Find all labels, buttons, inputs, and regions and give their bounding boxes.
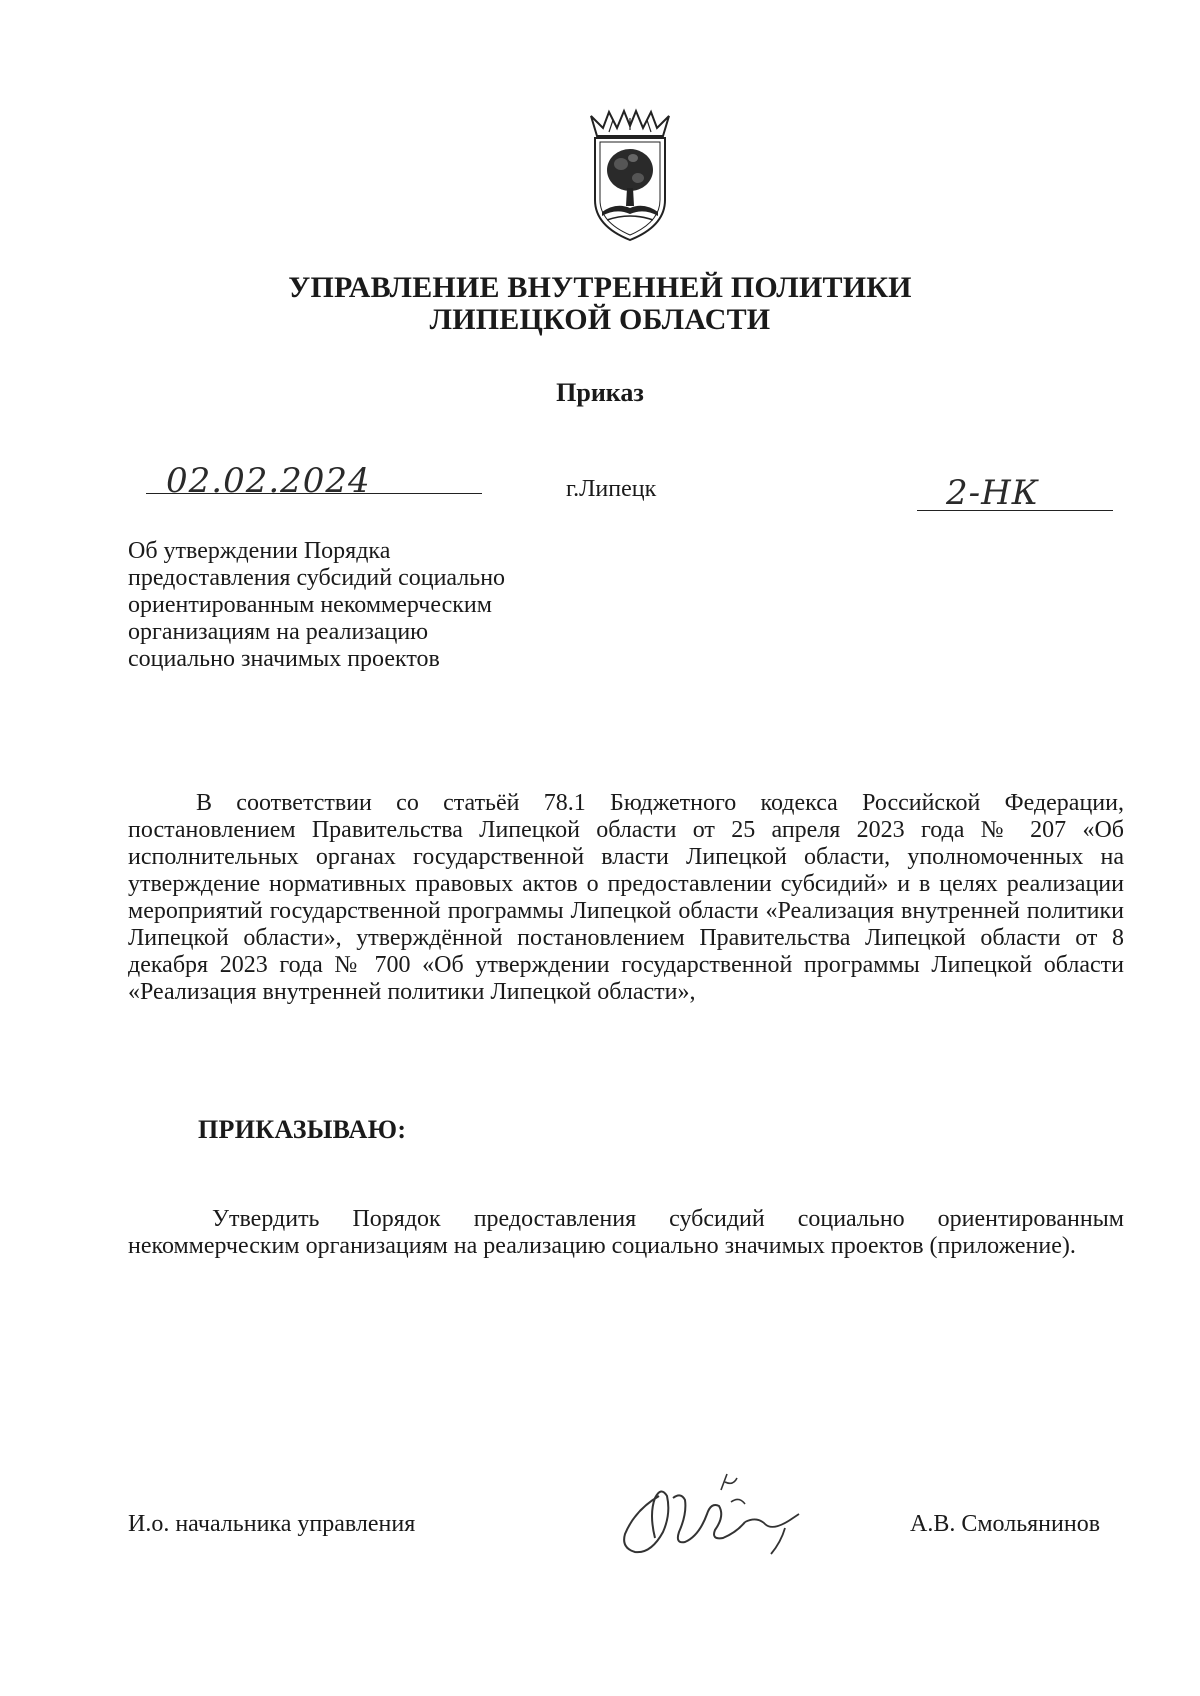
document-city: г.Липецк: [566, 476, 657, 502]
document-number: 2-НК: [946, 473, 1040, 513]
signer-name: А.В. Смольянинов: [910, 1511, 1101, 1537]
document-date: 02.02.2024: [166, 461, 371, 501]
organization-name-line-1: УПРАВЛЕНИЕ ВНУТРЕННЕЙ ПОЛИТИКИ: [288, 271, 912, 304]
order-word: ПРИКАЗЫВАЮ:: [198, 1115, 407, 1144]
subject-line: предоставления субсидий социально: [128, 565, 506, 591]
decision-paragraph: Утвердить Порядок предоставления субсидий социально ориентированным некоммерческим организациям на реализацию социально значимых проектов (приложение).: [128, 1206, 1124, 1259]
subject-line: социально значимых проектов: [128, 646, 440, 672]
handwritten-signature: [615, 1452, 815, 1572]
subject-line: Об утверждении Порядка: [128, 538, 391, 564]
document-subject: [128, 538, 628, 673]
organization-name-line-2: ЛИПЕЦКОЙ ОБЛАСТИ: [429, 303, 771, 336]
subject-line: организациям на реализацию: [128, 619, 429, 645]
subject-line: ориентированным некоммерческим: [128, 592, 492, 618]
coat-of-arms-emblem: [583, 108, 677, 244]
preamble-paragraph: В соответствии со статьёй 78.1 Бюджетного кодекса Российской Федерации, постановлением Правительства Липецкой области от 25 апреля 2023 года № 207 «Об исполнительных органах государственной власти Липецкой области, уполномоченных на утверждение нормативных правовых актов о предоставлении субсидий» и в целях реализации мероприятий государственной программы Липецкой области «Реализация внутренней политики Липецкой области», утверждённой постановлением Правительства Липецкой области от 8 декабря 2023 года № 700 «Об утверждении государственной программы Липецкой области «Реализация внутренней политики Липецкой области»,: [128, 790, 1124, 1005]
signer-position: И.о. начальника управления: [128, 1511, 416, 1537]
document-type: Приказ: [556, 378, 644, 407]
organization-name: [240, 272, 960, 336]
